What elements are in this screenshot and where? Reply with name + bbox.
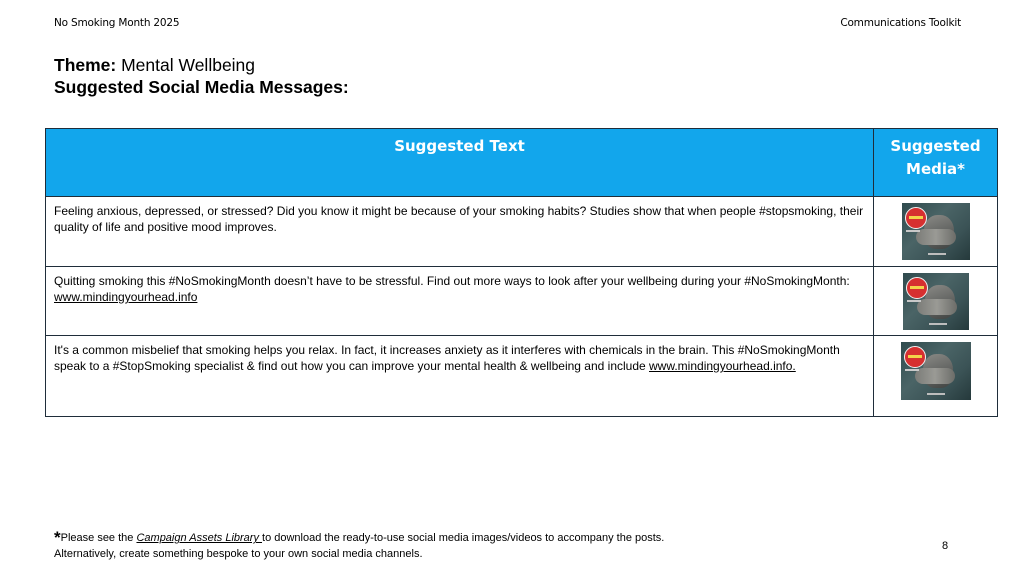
media-cell: [874, 267, 998, 336]
theme-line: [54, 54, 349, 76]
campaign-image-thumbnail[interactable]: [901, 342, 971, 400]
page-subtitle: Suggested Social Media Messages:: [54, 77, 349, 97]
campaign-image-thumbnail[interactable]: [903, 273, 969, 330]
theme-value: Mental Wellbeing: [121, 55, 256, 75]
title-block: [54, 54, 349, 98]
footnote: [54, 530, 664, 562]
messages-table: [45, 128, 998, 417]
page-number: 8: [942, 540, 949, 552]
header-left: No Smoking Month 2025: [54, 17, 180, 29]
table-row: [46, 267, 998, 336]
media-cell: [874, 336, 998, 417]
message-text: Quitting smoking this #NoSmokingMonth doesn’t have to be stressful. Find out more ways to look after your wellbeing during your #NoSmokingMonth: www.mindingyourhead.info: [46, 267, 874, 336]
campaign-image-thumbnail[interactable]: [902, 203, 970, 260]
message-text: It's a common misbelief that smoking helps you relax. In fact, it increases anxiety as it interferes with chemicals in the brain. This #NoSmokingMonth speak to a #StopSmoking specialist & find out how you can improve your mental health & wellbeing and include www.mindingyourhead.info.: [46, 336, 874, 417]
theme-label: Theme:: [54, 55, 117, 75]
mindingyourhead-link[interactable]: www.mindingyourhead.info.: [649, 359, 796, 373]
column-header-media: Suggested Media*: [874, 129, 998, 197]
table-row: [46, 336, 998, 417]
mindingyourhead-link[interactable]: www.mindingyourhead.info: [54, 290, 198, 304]
footnote-line2: Alternatively, create something bespoke to your own social media channels.: [54, 548, 423, 560]
header-right: Communications Toolkit: [840, 17, 961, 29]
table-row: [46, 197, 998, 267]
campaign-assets-library-link[interactable]: Campaign Assets Library: [136, 532, 263, 544]
media-cell: [874, 197, 998, 267]
message-text: Feeling anxious, depressed, or stressed? Did you know it might be because of your smoking habits? Studies show that when people #stopsmoking, their quality of life and positive mood improves.: [46, 197, 874, 267]
column-header-text: Suggested Text: [46, 129, 874, 197]
footnote-line1: *Please see the Campaign Assets Library to download the ready-to-use social media images/videos to accompany the posts.: [54, 528, 665, 547]
table-header-row: [46, 129, 998, 197]
